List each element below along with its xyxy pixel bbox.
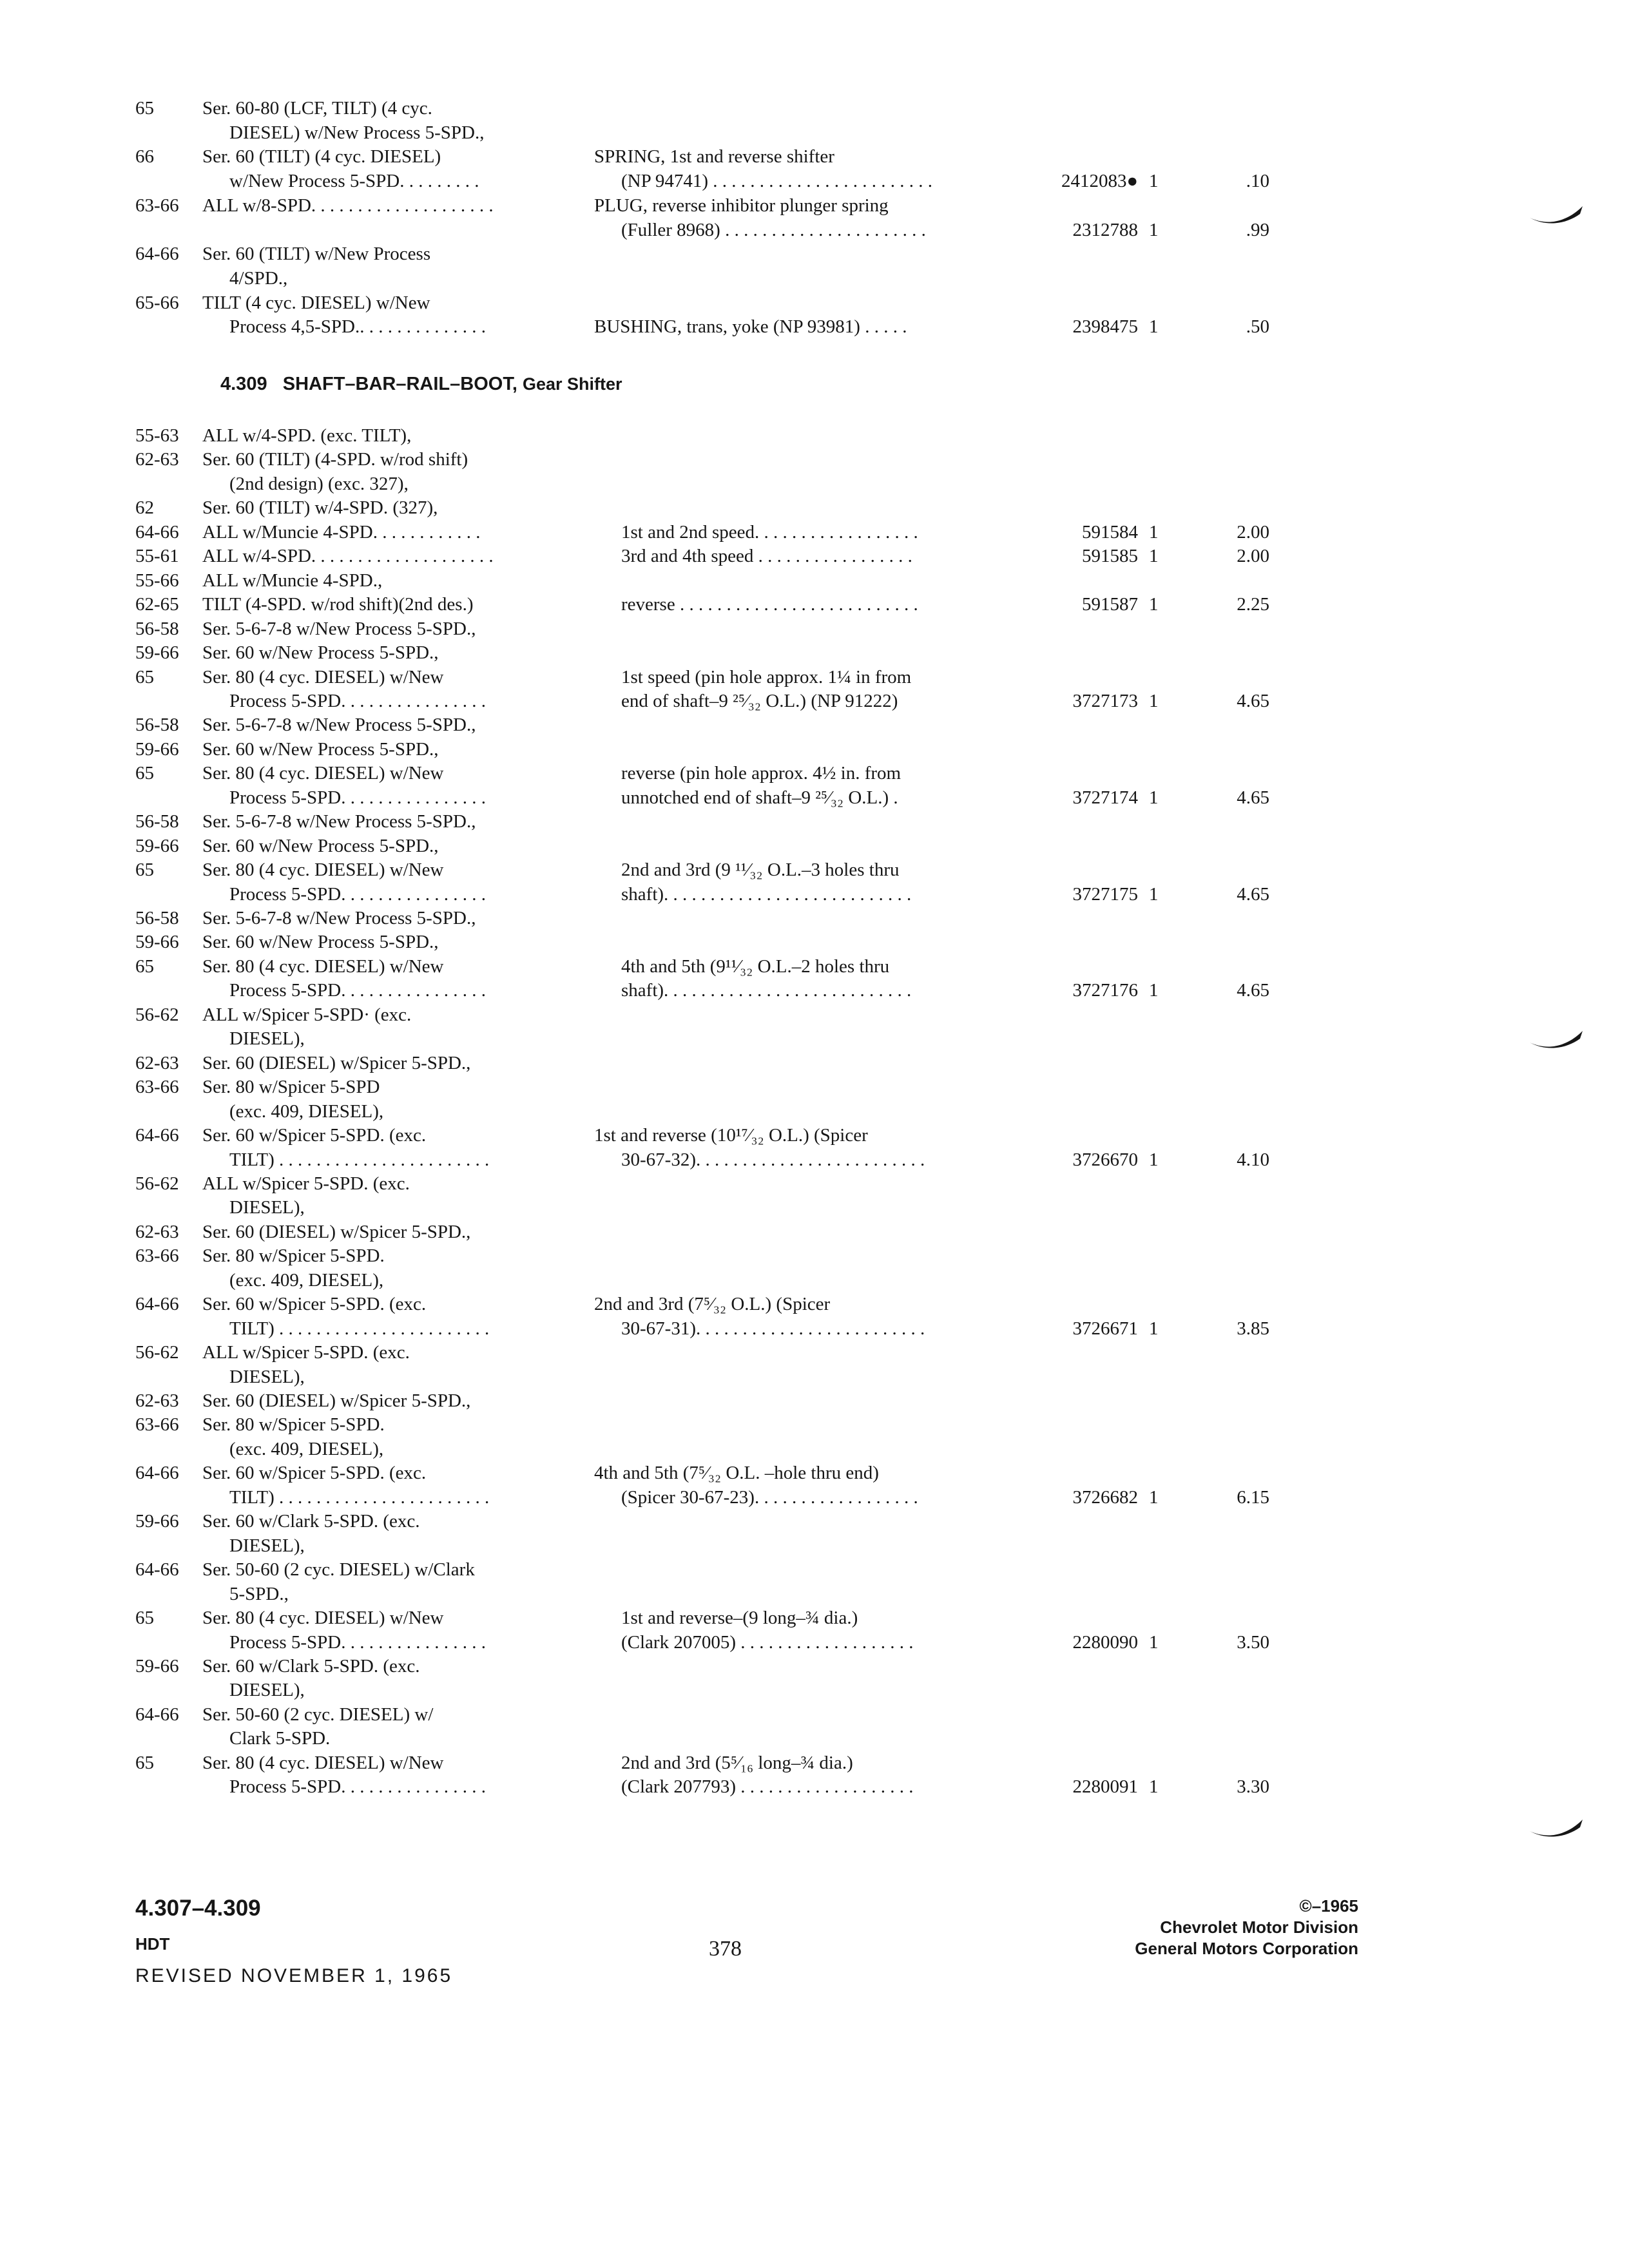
parts-row — [0, 1581, 1629, 1607]
price-cell: 2.25 — [1237, 594, 1269, 615]
application-cell: Ser. 60 w/Spicer 5-SPD. (exc. — [202, 1125, 427, 1146]
parts-row — [0, 1122, 1629, 1148]
part-number-cell: 591585 — [1082, 546, 1138, 567]
application-cell: DIESEL), — [229, 1680, 305, 1701]
description-cell: 3rd and 4th speed . . . . . . . . . . . . . . . . . — [621, 546, 912, 567]
price-cell: 3.30 — [1237, 1776, 1269, 1798]
quantity-cell: 1 — [1149, 1149, 1159, 1170]
application-cell: Ser. 60 (DIESEL) w/Spicer 5-SPD., — [202, 1221, 471, 1242]
parts-row — [0, 1605, 1629, 1631]
part-number-cell: 3727175 — [1072, 883, 1138, 905]
application-cell: ALL w/Muncie 4-SPD., — [202, 570, 383, 591]
application-cell: Ser. 80 w/Spicer 5-SPD. — [202, 1245, 385, 1267]
application-cell: ALL w/Spicer 5-SPD. (exc. — [202, 1173, 410, 1194]
application-cell: ALL w/Spicer 5-SPD· (exc. — [202, 1004, 412, 1025]
description-cell: 2nd and 3rd (5⁵⁄₁₆ long–¾ dia.) — [621, 1752, 853, 1773]
parts-row — [0, 314, 1629, 340]
price-cell: 2.00 — [1237, 521, 1269, 543]
part-number-cell: 591587 — [1082, 594, 1138, 615]
part-number-cell: 3726670 — [1072, 1149, 1138, 1170]
year-cell: 63-66 — [135, 1414, 179, 1436]
parts-row — [0, 1147, 1629, 1173]
quantity-cell: 1 — [1149, 883, 1159, 905]
year-cell: 63-66 — [135, 1245, 179, 1267]
application-cell: Ser. 60 w/Clark 5-SPD. (exc. — [202, 1655, 420, 1677]
part-number-cell: 2398475 — [1072, 316, 1138, 338]
application-cell: TILT) . . . . . . . . . . . . . . . . . . . . . . . — [229, 1318, 490, 1339]
parts-row — [0, 1195, 1629, 1220]
parts-row — [0, 1677, 1629, 1703]
parts-row — [0, 954, 1629, 979]
year-cell: 59-66 — [135, 738, 179, 760]
part-number-cell: 2412083● — [1061, 171, 1138, 192]
description-cell: end of shaft–9 ²⁵⁄₃₂ O.L.) (NP 91222) — [621, 690, 898, 711]
year-cell: 62-63 — [135, 449, 179, 470]
description-cell: (Clark 207793) . . . . . . . . . . . . . . . . . . . — [621, 1776, 914, 1798]
application-cell: Ser. 80 (4 cyc. DIESEL) w/New — [202, 666, 444, 687]
parts-row — [0, 1653, 1629, 1679]
parts-row — [0, 1171, 1629, 1196]
application-cell: Ser. 60-80 (LCF, TILT) (4 cyc. — [202, 98, 432, 119]
application-cell: (exc. 409, DIESEL), — [229, 1269, 384, 1291]
description-cell: unnotched end of shaft–9 ²⁵⁄₃₂ O.L.) . — [621, 787, 898, 808]
checkmark-icon — [1527, 1028, 1585, 1054]
application-cell: ALL w/Muncie 4-SPD. . . . . . . . . . . . — [202, 521, 481, 543]
application-cell: TILT) . . . . . . . . . . . . . . . . . . . . . . . — [229, 1486, 490, 1508]
footer-revised-date: REVISED NOVEMBER 1, 1965 — [135, 1965, 453, 1986]
application-cell: w/New Process 5-SPD. . . . . . . . . — [229, 171, 479, 192]
application-cell: Ser. 80 (4 cyc. DIESEL) w/New — [202, 1608, 444, 1629]
year-cell: 62-65 — [135, 594, 179, 615]
parts-row — [0, 1026, 1629, 1052]
year-cell: 65 — [135, 956, 154, 977]
application-cell: 4/SPD., — [229, 267, 288, 289]
application-cell: DIESEL), — [229, 1366, 305, 1387]
parts-row — [0, 1243, 1629, 1269]
application-cell: Clark 5-SPD. — [229, 1728, 331, 1749]
footer-publisher — [1135, 1896, 1358, 1959]
parts-row — [0, 568, 1629, 593]
application-cell: Ser. 80 w/Spicer 5-SPD. — [202, 1414, 385, 1436]
parts-row — [0, 423, 1629, 448]
price-cell: 4.65 — [1237, 980, 1269, 1001]
application-cell: Ser. 60 w/Spicer 5-SPD. (exc. — [202, 1294, 427, 1315]
parts-row — [0, 495, 1629, 521]
description-cell: 30-67-31). . . . . . . . . . . . . . . . . . . . . . . . . — [621, 1318, 925, 1339]
price-cell: 3.50 — [1237, 1631, 1269, 1653]
description-cell: shaft). . . . . . . . . . . . . . . . . . . . . . . . . . . — [621, 883, 912, 905]
application-cell: Ser. 60 (TILT) (4 cyc. DIESEL) — [202, 146, 441, 168]
parts-row — [0, 241, 1629, 267]
parts-row — [0, 1364, 1629, 1390]
application-cell: Ser. 60 w/New Process 5-SPD., — [202, 738, 439, 760]
parts-row — [0, 1774, 1629, 1800]
footer-corporation: General Motors Corporation — [1135, 1939, 1358, 1958]
year-cell: 56-58 — [135, 908, 179, 928]
price-cell: 4.65 — [1237, 787, 1269, 808]
description-cell: 2nd and 3rd (7⁵⁄₃₂ O.L.) (Spicer — [594, 1294, 831, 1315]
year-cell: 55-61 — [135, 546, 179, 567]
price-cell: .10 — [1246, 171, 1269, 192]
year-cell: 62-63 — [135, 1052, 179, 1073]
application-cell: Process 5-SPD. . . . . . . . . . . . . . . . — [229, 690, 486, 711]
description-cell: 1st and reverse (10¹⁷⁄₃₂ O.L.) (Spicer — [594, 1125, 868, 1146]
application-cell: Ser. 50-60 (2 cyc. DIESEL) w/ — [202, 1704, 434, 1725]
year-cell: 65-66 — [135, 292, 179, 313]
application-cell: TILT (4 cyc. DIESEL) w/New — [202, 292, 430, 313]
application-cell: Ser. 80 (4 cyc. DIESEL) w/New — [202, 763, 444, 784]
description-cell: (NP 94741) . . . . . . . . . . . . . . . . . . . . . . . . — [621, 171, 933, 192]
application-cell: 5-SPD., — [229, 1583, 289, 1604]
year-cell: 59-66 — [135, 642, 179, 664]
parts-row — [0, 471, 1629, 497]
year-cell: 59-66 — [135, 835, 179, 856]
parts-row — [0, 977, 1629, 1003]
year-cell: 64-66 — [135, 1294, 179, 1315]
application-cell: DIESEL), — [229, 1028, 305, 1050]
parts-row — [0, 881, 1629, 907]
application-cell: Ser. 60 w/Clark 5-SPD. (exc. — [202, 1511, 420, 1532]
description-cell: (Fuller 8968) . . . . . . . . . . . . . . . . . . . . . . — [621, 219, 926, 240]
application-cell: DIESEL), — [229, 1535, 305, 1556]
application-cell: Ser. 60 (TILT) w/New Process — [202, 244, 431, 265]
checkmark-icon — [1527, 204, 1585, 229]
quantity-cell: 1 — [1149, 1776, 1159, 1798]
part-number-cell: 3727176 — [1072, 980, 1138, 1001]
quantity-cell: 1 — [1149, 171, 1159, 192]
description-cell: 2nd and 3rd (9 ¹¹⁄₃₂ O.L.–3 holes thru — [621, 860, 900, 881]
application-cell: Ser. 60 w/Spicer 5-SPD. (exc. — [202, 1463, 427, 1484]
parts-row — [0, 193, 1629, 218]
part-number-cell: 3727174 — [1072, 787, 1138, 808]
year-cell: 66 — [135, 146, 154, 168]
year-cell: 65 — [135, 1752, 154, 1773]
year-cell: 65 — [135, 666, 154, 687]
parts-row — [0, 1219, 1629, 1245]
application-cell: Ser. 80 (4 cyc. DIESEL) w/New — [202, 956, 444, 977]
parts-row — [0, 1002, 1629, 1028]
application-cell: Ser. 60 (DIESEL) w/Spicer 5-SPD., — [202, 1390, 471, 1411]
application-cell: (exc. 409, DIESEL), — [229, 1100, 384, 1122]
application-cell: ALL w/4-SPD. . . . . . . . . . . . . . . . . . . . — [202, 546, 494, 567]
parts-row — [0, 1340, 1629, 1365]
parts-row — [0, 543, 1629, 569]
parts-row — [0, 833, 1629, 859]
application-cell: Ser. 80 (4 cyc. DIESEL) w/New — [202, 860, 444, 881]
parts-row — [0, 1412, 1629, 1437]
description-cell: 1st and reverse–(9 long–¾ dia.) — [621, 1608, 858, 1629]
price-cell: 4.65 — [1237, 690, 1269, 711]
parts-row — [0, 168, 1629, 194]
description-cell: SPRING, 1st and reverse shifter — [594, 146, 834, 168]
quantity-cell: 1 — [1149, 787, 1159, 808]
parts-row — [0, 1725, 1629, 1751]
parts-row — [0, 1291, 1629, 1317]
description-cell: reverse (pin hole approx. 4½ in. from — [621, 763, 901, 784]
parts-row — [0, 144, 1629, 169]
application-cell: ALL w/Spicer 5-SPD. (exc. — [202, 1342, 410, 1363]
application-cell: ALL w/4-SPD. (exc. TILT), — [202, 425, 412, 446]
section-title: SHAFT–BAR–RAIL–BOOT, — [282, 374, 517, 394]
parts-row — [0, 1508, 1629, 1534]
application-cell: TILT (4-SPD. w/rod shift)(2nd des.) — [202, 594, 474, 615]
year-cell: 63-66 — [135, 1077, 179, 1098]
description-cell: shaft). . . . . . . . . . . . . . . . . . . . . . . . . . . — [621, 980, 912, 1001]
parts-row — [0, 120, 1629, 146]
application-cell: Ser. 80 (4 cyc. DIESEL) w/New — [202, 1752, 444, 1773]
year-cell: 62-63 — [135, 1221, 179, 1242]
part-number-cell: 2280090 — [1072, 1631, 1138, 1653]
application-cell: Ser. 60 w/New Process 5-SPD., — [202, 835, 439, 856]
application-cell: Process 5-SPD. . . . . . . . . . . . . . . . — [229, 1631, 486, 1653]
application-cell: Process 5-SPD. . . . . . . . . . . . . . . . — [229, 1776, 486, 1798]
price-cell: .99 — [1246, 219, 1269, 240]
application-cell: Ser. 60 w/New Process 5-SPD., — [202, 932, 439, 953]
quantity-cell: 1 — [1149, 1318, 1159, 1339]
quantity-cell: 1 — [1149, 1486, 1159, 1508]
footer-section-range: 4.307–4.309 — [135, 1896, 261, 1921]
parts-row — [0, 760, 1629, 786]
parts-row — [0, 95, 1629, 121]
parts-row — [0, 1485, 1629, 1510]
year-cell: 65 — [135, 763, 154, 784]
parts-row — [0, 1074, 1629, 1100]
quantity-cell: 1 — [1149, 546, 1159, 567]
year-cell: 64-66 — [135, 1559, 179, 1581]
parts-row — [0, 1750, 1629, 1776]
quantity-cell: 1 — [1149, 1631, 1159, 1653]
parts-row — [0, 1557, 1629, 1582]
parts-row — [0, 290, 1629, 316]
application-cell: Process 5-SPD. . . . . . . . . . . . . . . . — [229, 883, 486, 905]
year-cell: 59-66 — [135, 1511, 179, 1532]
description-cell: (Clark 207005) . . . . . . . . . . . . . . . . . . . — [621, 1631, 914, 1653]
year-cell: 56-62 — [135, 1004, 179, 1025]
year-cell: 64-66 — [135, 1125, 179, 1146]
parts-row — [0, 688, 1629, 714]
parts-row — [0, 1316, 1629, 1341]
description-cell: 1st speed (pin hole approx. 1¼ in from — [621, 666, 912, 687]
parts-row — [0, 1050, 1629, 1076]
checkmark-icon — [1527, 1817, 1585, 1843]
quantity-cell: 1 — [1149, 594, 1159, 615]
price-cell: 2.00 — [1237, 546, 1269, 567]
quantity-cell: 1 — [1149, 316, 1159, 338]
year-cell: 56-58 — [135, 618, 179, 639]
application-cell: Ser. 80 w/Spicer 5-SPD — [202, 1077, 380, 1098]
application-cell: Ser. 5-6-7-8 w/New Process 5-SPD., — [202, 715, 476, 736]
parts-row — [0, 1702, 1629, 1727]
parts-row — [0, 929, 1629, 955]
price-cell: 3.85 — [1237, 1318, 1269, 1339]
parts-row — [0, 905, 1629, 931]
description-cell: 30-67-32). . . . . . . . . . . . . . . . . . . . . . . . . — [621, 1149, 925, 1170]
year-cell: 62 — [135, 497, 154, 519]
application-cell: ALL w/8-SPD. . . . . . . . . . . . . . . . . . . . — [202, 195, 494, 216]
footer-code: HDT — [135, 1934, 170, 1954]
parts-row — [0, 265, 1629, 291]
year-cell: 55-66 — [135, 570, 179, 591]
part-number-cell: 591584 — [1082, 521, 1138, 543]
part-number-cell: 2280091 — [1072, 1776, 1138, 1798]
year-cell: 64-66 — [135, 521, 179, 543]
year-cell: 64-66 — [135, 1463, 179, 1484]
quantity-cell: 1 — [1149, 690, 1159, 711]
parts-row — [0, 809, 1629, 834]
application-cell: Ser. 60 (TILT) w/4-SPD. (327), — [202, 497, 438, 519]
page-number: 378 — [709, 1937, 742, 1961]
year-cell: 62-63 — [135, 1390, 179, 1411]
year-cell: 56-62 — [135, 1342, 179, 1363]
parts-row — [0, 1629, 1629, 1655]
parts-row — [0, 217, 1629, 243]
application-cell: DIESEL) w/New Process 5-SPD., — [229, 122, 485, 143]
application-cell: (exc. 409, DIESEL), — [229, 1438, 384, 1459]
part-number-cell: 3727173 — [1072, 690, 1138, 711]
year-cell: 56-58 — [135, 811, 179, 832]
parts-row — [0, 1267, 1629, 1293]
parts-row — [0, 640, 1629, 666]
application-cell: Ser. 60 (TILT) (4-SPD. w/rod shift) — [202, 449, 468, 470]
quantity-cell: 1 — [1149, 980, 1159, 1001]
application-cell: Ser. 5-6-7-8 w/New Process 5-SPD., — [202, 618, 476, 639]
application-cell: Ser. 5-6-7-8 w/New Process 5-SPD., — [202, 811, 476, 832]
part-number-cell: 3726671 — [1072, 1318, 1138, 1339]
year-cell: 56-58 — [135, 715, 179, 736]
parts-row — [0, 447, 1629, 472]
year-cell: 65 — [135, 860, 154, 881]
parts-row — [0, 1533, 1629, 1559]
year-cell: 55-63 — [135, 425, 179, 446]
application-cell: Process 4,5-SPD.. . . . . . . . . . . . . . — [229, 316, 486, 338]
application-cell: (2nd design) (exc. 327), — [229, 473, 409, 494]
price-cell: 4.10 — [1237, 1149, 1269, 1170]
application-cell: Ser. 60 (DIESEL) w/Spicer 5-SPD., — [202, 1052, 471, 1073]
description-cell: (Spicer 30-67-23). . . . . . . . . . . . . . . . . . — [621, 1486, 918, 1508]
year-cell: 65 — [135, 98, 154, 119]
parts-row — [0, 785, 1629, 811]
part-number-cell: 2312788 — [1072, 219, 1138, 240]
application-cell: Process 5-SPD. . . . . . . . . . . . . . . . — [229, 980, 486, 1001]
parts-row — [0, 712, 1629, 738]
application-cell: DIESEL), — [229, 1197, 305, 1218]
part-number-cell: 3726682 — [1072, 1486, 1138, 1508]
parts-row — [0, 1099, 1629, 1124]
parts-row — [0, 591, 1629, 617]
description-cell: reverse . . . . . . . . . . . . . . . . . . . . . . . . . . — [621, 594, 918, 615]
application-cell: TILT) . . . . . . . . . . . . . . . . . . . . . . . — [229, 1149, 490, 1170]
year-cell: 65 — [135, 1608, 154, 1629]
parts-row — [0, 857, 1629, 883]
section-subtitle: Gear Shifter — [522, 374, 622, 394]
parts-row — [0, 519, 1629, 545]
application-cell: Ser. 50-60 (2 cyc. DIESEL) w/Clark — [202, 1559, 475, 1581]
description-cell: PLUG, reverse inhibitor plunger spring — [594, 195, 889, 216]
application-cell: Ser. 5-6-7-8 w/New Process 5-SPD., — [202, 908, 476, 928]
parts-row — [0, 616, 1629, 642]
section-heading — [220, 374, 622, 395]
year-cell: 64-66 — [135, 1704, 179, 1725]
parts-row — [0, 664, 1629, 690]
year-cell: 63-66 — [135, 195, 179, 216]
quantity-cell: 1 — [1149, 521, 1159, 543]
footer-division: Chevrolet Motor Division — [1160, 1917, 1358, 1937]
quantity-cell: 1 — [1149, 219, 1159, 240]
year-cell: 56-62 — [135, 1173, 179, 1194]
price-cell: 4.65 — [1237, 883, 1269, 905]
parts-row — [0, 736, 1629, 762]
application-cell: Ser. 60 w/New Process 5-SPD., — [202, 642, 439, 664]
year-cell: 59-66 — [135, 932, 179, 953]
price-cell: 6.15 — [1237, 1486, 1269, 1508]
description-cell: 4th and 5th (7⁵⁄₃₂ O.L. –hole thru end) — [594, 1463, 879, 1484]
description-cell: BUSHING, trans, yoke (NP 93981) . . . . . — [594, 316, 907, 338]
price-cell: .50 — [1246, 316, 1269, 338]
year-cell: 59-66 — [135, 1655, 179, 1677]
parts-row — [0, 1388, 1629, 1414]
parts-row — [0, 1460, 1629, 1486]
description-cell: 4th and 5th (9¹¹⁄₃₂ O.L.–2 holes thru — [621, 956, 890, 977]
section-number: 4.309 — [220, 374, 267, 394]
parts-row — [0, 1436, 1629, 1462]
description-cell: 1st and 2nd speed. . . . . . . . . . . . . . . . . . — [621, 521, 918, 543]
footer-copyright: ©–1965 — [1299, 1896, 1358, 1916]
year-cell: 64-66 — [135, 244, 179, 265]
application-cell: Process 5-SPD. . . . . . . . . . . . . . . . — [229, 787, 486, 808]
